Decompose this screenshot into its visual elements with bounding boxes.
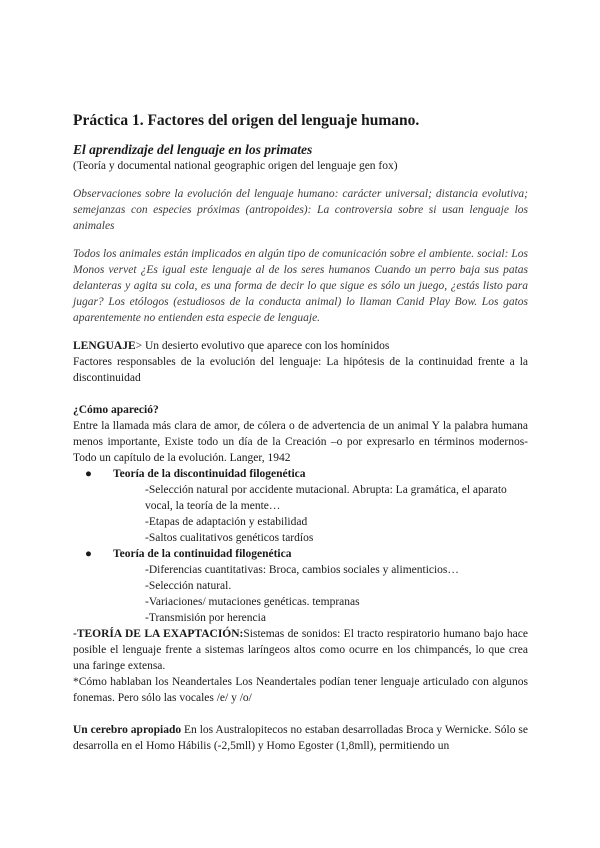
lenguaje-label: LENGUAJE [73, 340, 136, 352]
observaciones-paragraph: Observaciones sobre la evolución del lenguaje humano: carácter universal; distancia evolutiva; semejanzas con especies próximas (antropoides): La controversia sobre si usan lenguaje los animales [73, 188, 528, 232]
lenguaje-text: > Un desierto evolutivo que aparece con los homínidos [135, 340, 390, 352]
bullet-dot-icon: ● [85, 468, 92, 480]
cont-item: -Transmisión por herencia [145, 612, 266, 624]
neandertales-paragraph: *Cómo hablaban los Neandertales Los Neandertales podían tener lenguaje articulado con algunos fonemas. Pero sólo las vocales /e/ y /o/ [73, 676, 528, 704]
factores-paragraph: Factores responsables de la evolución del lenguaje: La hipótesis de la continuidad frente a la discontinuidad [73, 356, 528, 384]
cerebro-paragraph [73, 722, 528, 754]
exaptacion-paragraph [73, 626, 528, 674]
disc-item: -Etapas de adaptación y estabilidad [145, 516, 308, 528]
bullet-continuidad-label: Teoría de la continuidad filogenética [113, 548, 292, 560]
cerebro-label: Un cerebro apropiado [73, 724, 182, 736]
exaptacion-label: -TEORÍA DE LA EXAPTACIÓN: [73, 628, 244, 640]
animales-paragraph: Todos los animales están implicados en algún tipo de comunicación sobre el ambiente. social: Los Monos vervet ¿Es igual este lenguaje al de los seres humanos Cuando un perro baja sus patas delanteras y agita su cola, es una forma de decir lo que sigue es sólo un juego, ¿estás listo para jugar? Los etólogos (estudiosos de la conducta animal) lo llaman Canid Play Bow. Los gatos aparentemente no entienden esta especie de lenguaje. [73, 248, 528, 324]
lenguaje-line [73, 338, 528, 354]
cont-item: -Diferencias cuantitativas: Broca, cambios sociales y alimenticios… [145, 564, 459, 576]
como-heading: ¿Cómo apareció? [73, 404, 159, 416]
cerebro-text: En los Australopitecos no estaban desarrolladas Broca y Wernicke. Sólo se desarrolla en el Homo Hábilis (-2,5mll) y Homo Egoster (1,8mll), permitiendo un [73, 724, 528, 752]
subtitle-note: (Teoría y documental national geographic origen del lenguaje gen fox) [73, 160, 398, 172]
como-paragraph: Entre la llamada más clara de amor, de cólera o de advertencia de un animal Y la palabra humana menos importante, Existe todo un día de la Creación –o por expresarlo en términos modernos- Todo un capítulo de la evolución. Langer, 1942 [73, 420, 528, 464]
bullet-discontinuidad-label: Teoría de la discontinuidad filogenética [113, 468, 306, 480]
bullet-discontinuidad [85, 466, 528, 482]
document-page [73, 112, 528, 754]
cont-item: -Variaciones/ mutaciones genéticas. tempranas [145, 596, 360, 608]
disc-item: -Selección natural por accidente mutacional. Abrupta: La gramática, el aparato vocal, la teoría de la mente… [145, 484, 507, 512]
disc-item: -Saltos cualitativos genéticos tardíos [145, 532, 314, 544]
section-subtitle: El aprendizaje del lenguaje en los primates [73, 142, 313, 157]
exaptacion-text: Sistemas de sonidos: El tracto respiratorio humano bajo hace posible el lenguaje frente a sistemas laríngeos altos como ocurre en los chimpancés, lo que crea una faringe extensa. [73, 628, 528, 672]
page-title: Práctica 1. Factores del origen del lenguaje humano. [73, 112, 420, 129]
bullet-dot-icon: ● [85, 548, 92, 560]
bullet-continuidad [85, 546, 528, 562]
cont-item: -Selección natural. [145, 580, 232, 592]
